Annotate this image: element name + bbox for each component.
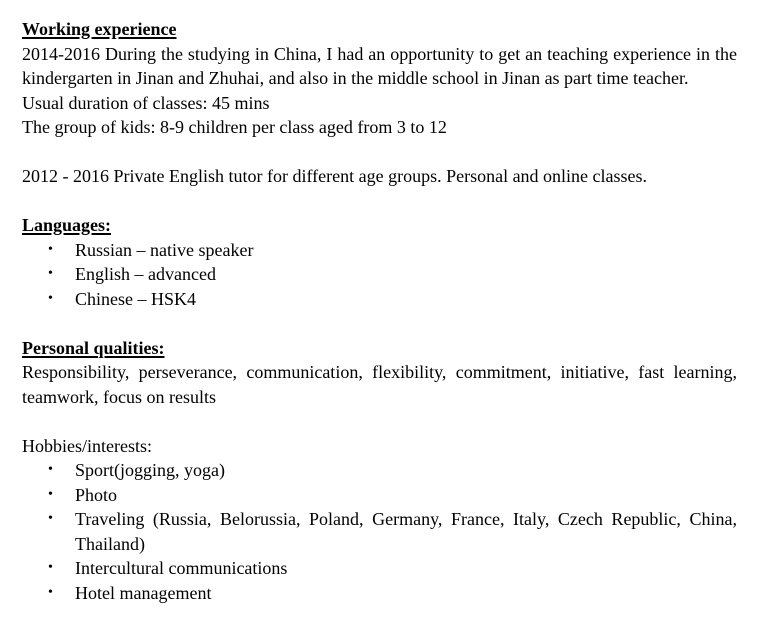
list-item	[48, 238, 737, 263]
resume-page	[22, 17, 737, 605]
bullet-icon: •	[48, 584, 53, 600]
spacer	[22, 189, 737, 214]
languages-heading: Languages:	[22, 215, 112, 235]
hobby-traveling: Traveling (Russia, Belorussia, Poland, Germany, France, Italy, Czech Republic, China, Thailand)	[75, 509, 737, 554]
list-item	[48, 262, 737, 287]
list-item	[48, 507, 737, 556]
spacer	[22, 409, 737, 434]
hobby-sport: Sport(jogging, yoga)	[75, 460, 225, 480]
hobby-intercultural: Intercultural communications	[75, 558, 288, 578]
hobby-photo: Photo	[75, 484, 118, 505]
bullet-icon: •	[48, 290, 53, 306]
list-item	[48, 556, 737, 581]
language-chinese: Chinese – HSK4	[75, 288, 196, 309]
working-experience-heading: Working experience	[22, 19, 177, 39]
working-experience-entry-tutor: 2012 - 2016 Private English tutor for different age groups. Personal and online classes.	[22, 166, 648, 186]
bullet-icon: •	[48, 511, 53, 526]
list-item	[48, 458, 737, 483]
spacer	[22, 140, 737, 165]
bullet-icon: •	[48, 241, 53, 257]
list-item	[48, 287, 737, 312]
list-item	[48, 581, 737, 606]
personal-qualities-heading: Personal qualities:	[22, 337, 165, 358]
languages-list	[22, 238, 737, 312]
bullet-icon: •	[48, 462, 53, 477]
working-experience-entry-china: 2014-2016 During the studying in China, I had an opportunity to get an teaching experience in the kindergarten in Jinan and Zhuhai, and also in the middle school in Jinan as part time teacher.	[22, 43, 737, 88]
list-item	[48, 483, 737, 508]
personal-qualities-text: Responsibility, perseverance, communication, flexibility, commitment, initiative, fast learning, teamwork, focus on results	[22, 362, 737, 407]
spacer	[22, 311, 737, 336]
class-duration-text: Usual duration of classes: 45 mins	[22, 92, 270, 113]
hobbies-heading: Hobbies/interests:	[22, 435, 152, 456]
language-russian: Russian – native speaker	[75, 239, 254, 260]
hobbies-list	[22, 458, 737, 605]
group-size-text: The group of kids: 8-9 children per class aged from 3 to 12	[22, 117, 447, 137]
bullet-icon: •	[48, 266, 53, 281]
hobby-hotel-management: Hotel management	[75, 582, 212, 603]
bullet-icon: •	[48, 486, 53, 502]
bullet-icon: •	[48, 560, 53, 575]
language-english: English – advanced	[75, 264, 216, 284]
